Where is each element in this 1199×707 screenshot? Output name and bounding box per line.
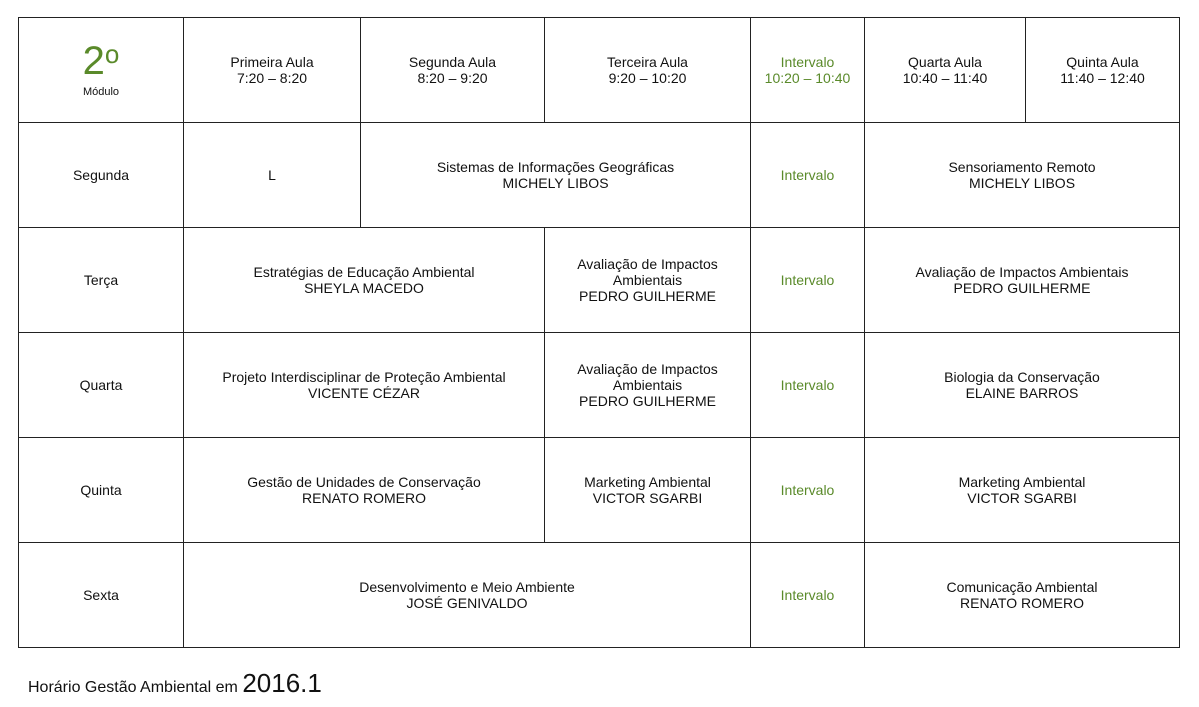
slot-quinta-aula: Quinta Aula 11:40 – 12:40 [1026,18,1180,123]
class-cell: Avaliação de Impactos Ambientais PEDRO GUILHERME [545,333,751,438]
slot-quarta-aula: Quarta Aula 10:40 – 11:40 [865,18,1026,123]
class-cell: L [184,123,361,228]
slot-terceira-aula: Terceira Aula 9:20 – 10:20 [545,18,751,123]
class-cell: Marketing Ambiental VICTOR SGARBI [545,438,751,543]
module-label: Módulo [82,86,120,98]
break-cell: Intervalo [751,333,865,438]
class-cell: Sistemas de Informações Geográficas MICHELY LIBOS [361,123,751,228]
header-row [19,18,1180,123]
row-terca [19,228,1180,333]
module-number: 2$^o$ [82,39,120,83]
slot-intervalo: Intervalo 10:20 – 10:40 [751,18,865,123]
class-cell: Avaliação de Impactos Ambientais PEDRO GUILHERME [865,228,1180,333]
day-label: Terça [19,228,184,333]
class-cell: Avaliação de Impactos Ambientais PEDRO GUILHERME [545,228,751,333]
day-label: Segunda [19,123,184,228]
schedule-caption [28,668,322,699]
class-cell: Marketing Ambiental VICTOR SGARBI [865,438,1180,543]
day-label: Quinta [19,438,184,543]
caption-year: 2016.1 [242,668,322,698]
break-cell: Intervalo [751,123,865,228]
break-cell: Intervalo [751,438,865,543]
break-cell: Intervalo [751,228,865,333]
class-cell: Desenvolvimento e Meio Ambiente JOSÉ GENIVALDO [184,543,751,648]
row-segunda [19,123,1180,228]
class-cell: Sensoriamento Remoto MICHELY LIBOS [865,123,1180,228]
schedule-table [18,17,1180,648]
break-cell: Intervalo [751,543,865,648]
row-sexta [19,543,1180,648]
class-cell: Gestão de Unidades de Conservação RENATO ROMERO [184,438,545,543]
module-cell [19,18,184,123]
class-cell: Biologia da Conservação ELAINE BARROS [865,333,1180,438]
slot-primeira-aula: Primeira Aula 7:20 – 8:20 [184,18,361,123]
row-quinta [19,438,1180,543]
class-cell: Estratégias de Educação Ambiental SHEYLA MACEDO [184,228,545,333]
slot-segunda-aula: Segunda Aula 8:20 – 9:20 [361,18,545,123]
day-label: Quarta [19,333,184,438]
class-cell: Projeto Interdisciplinar de Proteção Ambiental VICENTE CÉZAR [184,333,545,438]
day-label: Sexta [19,543,184,648]
class-cell: Comunicação Ambiental RENATO ROMERO [865,543,1180,648]
row-quarta [19,333,1180,438]
caption-text: Horário Gestão Ambiental em [28,679,238,696]
